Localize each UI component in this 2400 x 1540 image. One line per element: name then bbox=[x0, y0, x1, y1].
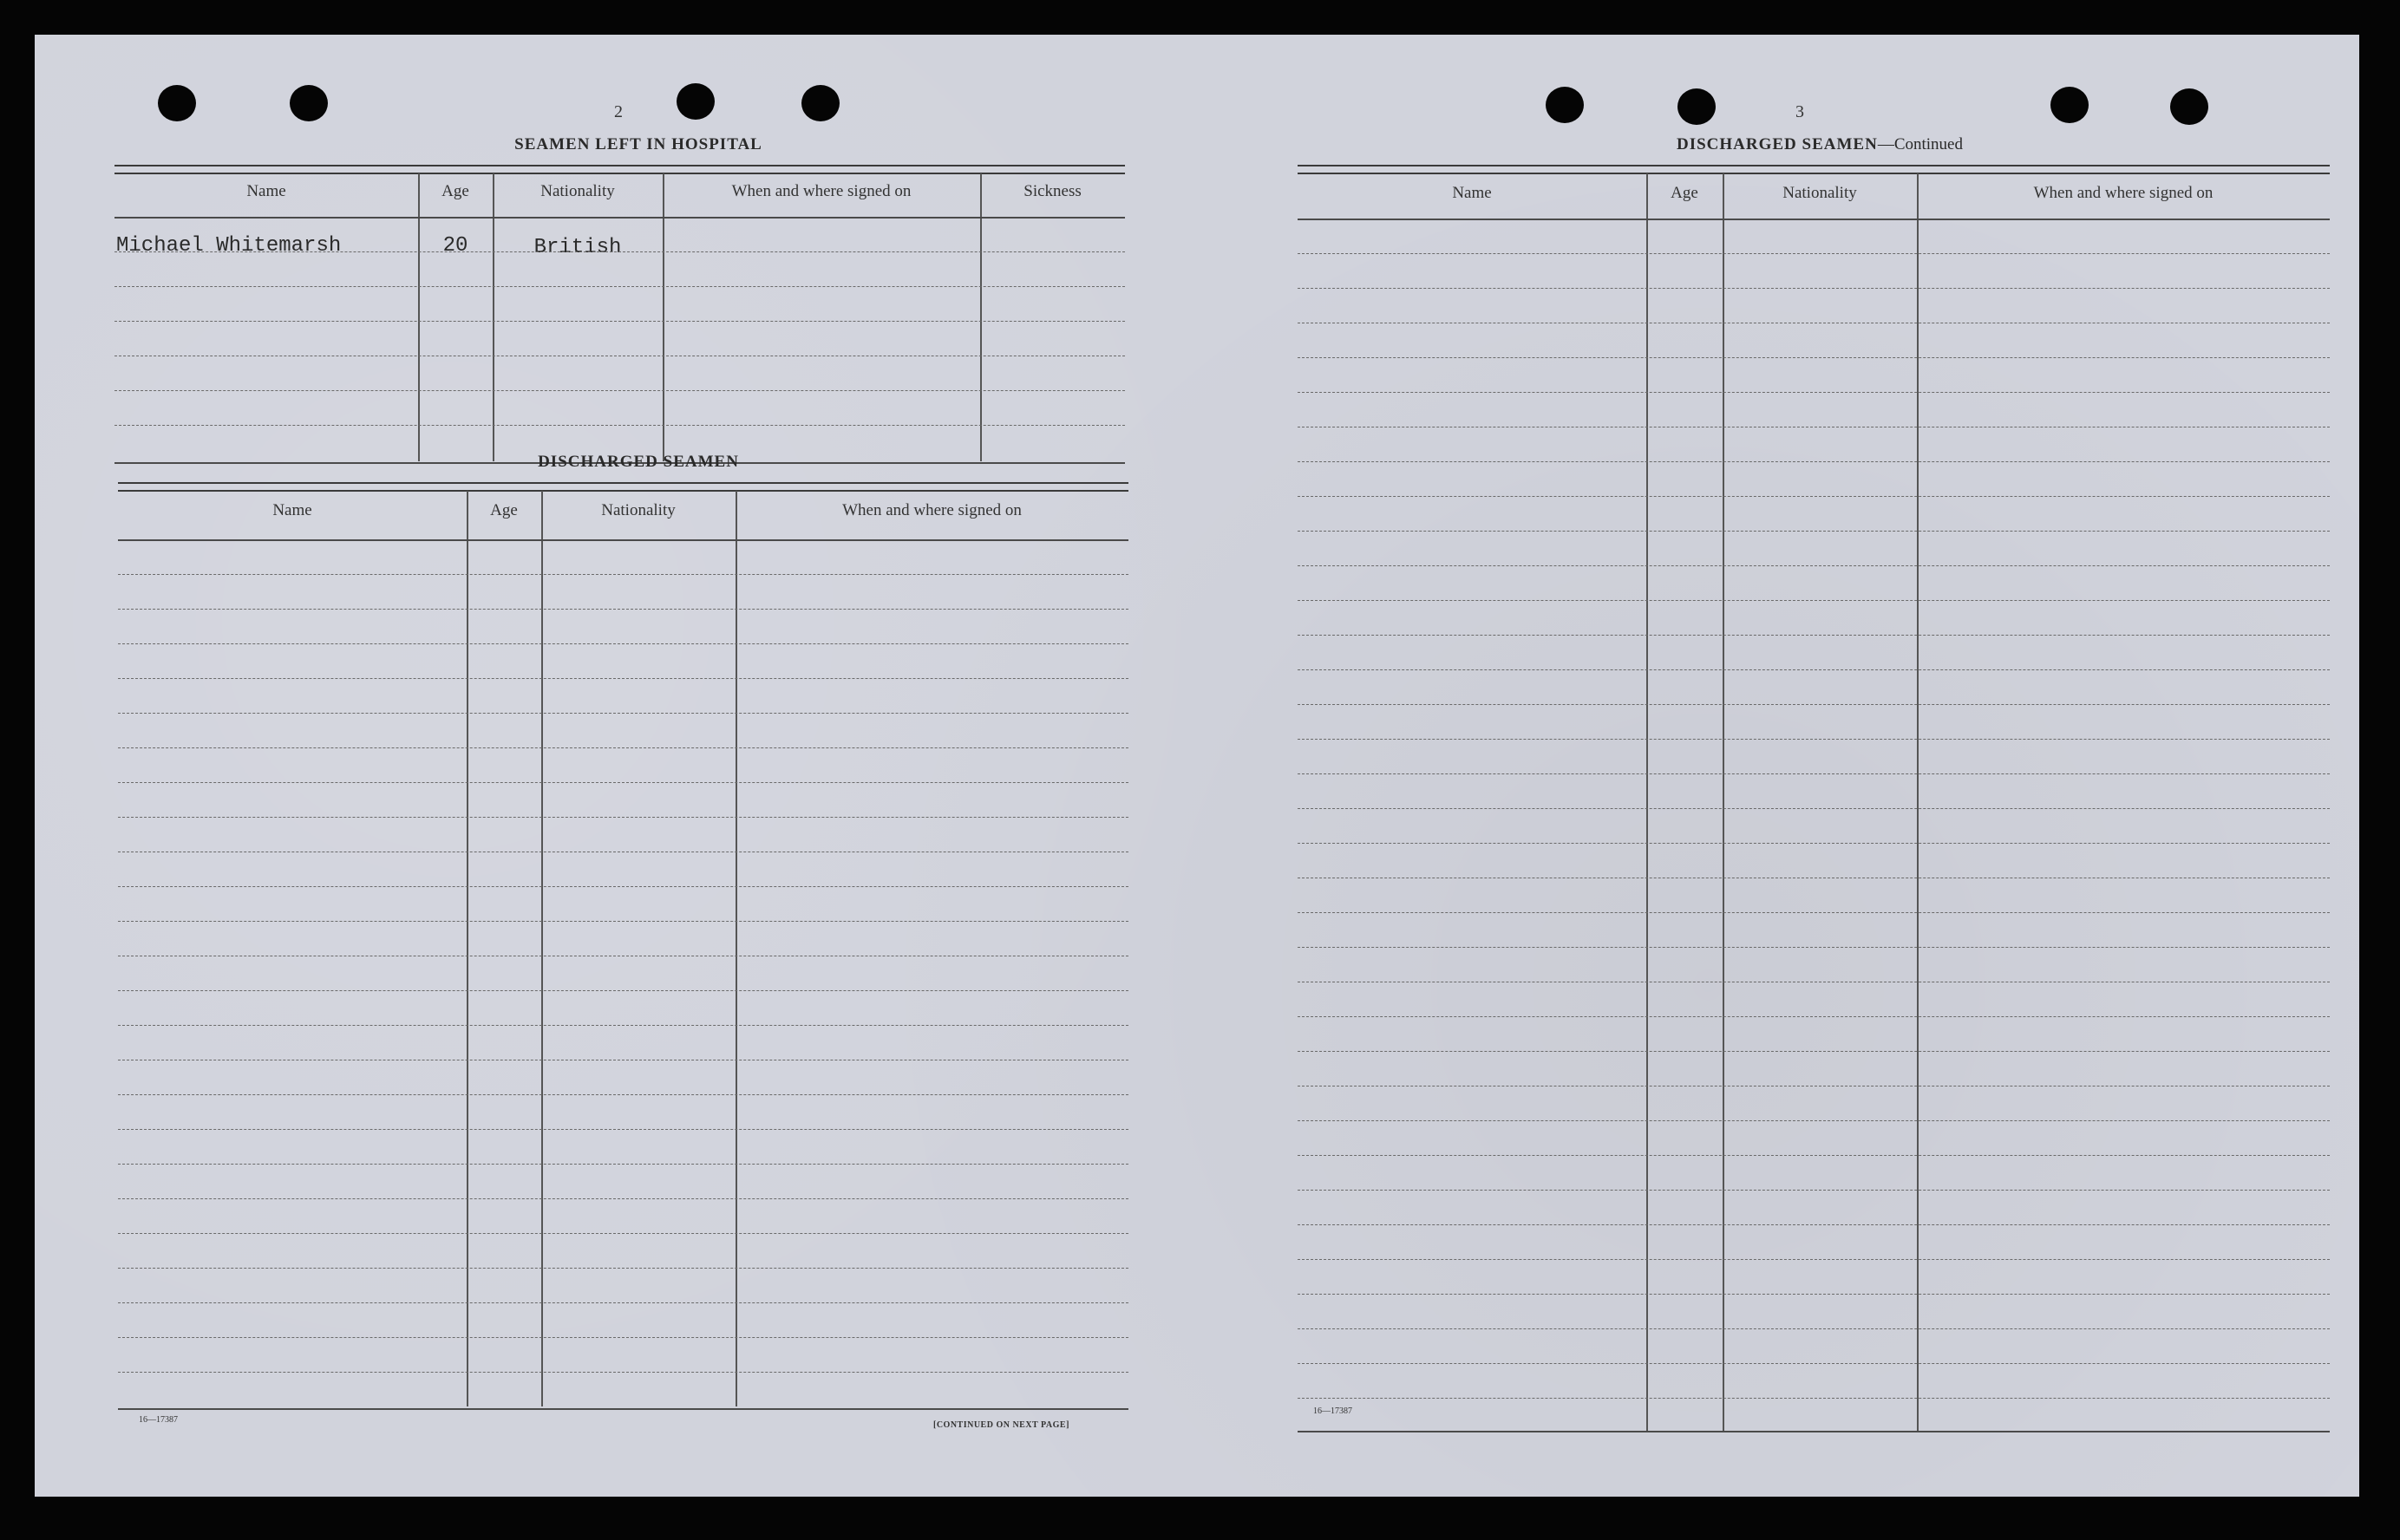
ruled-row-line bbox=[118, 886, 1128, 887]
scanned-document bbox=[35, 35, 2359, 1497]
page-number-right: 3 bbox=[1795, 102, 1804, 121]
ruled-row-line bbox=[118, 1164, 1128, 1165]
discharged-continued-table bbox=[1298, 173, 2330, 1432]
punch-hole bbox=[677, 83, 715, 120]
column-divider bbox=[1723, 173, 1724, 1431]
ruled-row-line bbox=[1298, 600, 2330, 601]
ruled-row-line bbox=[118, 574, 1128, 575]
ruled-row-line bbox=[1298, 1398, 2330, 1399]
ruled-row-line bbox=[1298, 1016, 2330, 1017]
ruled-row-line bbox=[1298, 531, 2330, 532]
ruled-row-line bbox=[118, 817, 1128, 818]
ruled-row-line bbox=[1298, 669, 2330, 670]
ruled-row-line bbox=[118, 747, 1128, 748]
ruled-row-line bbox=[1298, 947, 2330, 948]
ruled-row-line bbox=[118, 1337, 1128, 1338]
ruled-row-line bbox=[1298, 1294, 2330, 1295]
discharged-section-title: DISCHARGED SEAMEN bbox=[538, 453, 739, 471]
discharged-title-main: DISCHARGED SEAMEN bbox=[1676, 135, 1878, 153]
column-divider bbox=[1646, 173, 1648, 1431]
ruled-row-line bbox=[114, 286, 1125, 287]
ruled-row-line bbox=[118, 1025, 1128, 1026]
hospital-row-name: Michael Whitemarsh bbox=[116, 234, 342, 258]
punch-hole bbox=[1546, 87, 1584, 123]
ruled-row-line bbox=[1298, 808, 2330, 809]
form-number-right: 16—17387 bbox=[1313, 1406, 1352, 1416]
ruled-row-line bbox=[1298, 288, 2330, 289]
col-header-signed-on: When and where signed on bbox=[731, 182, 912, 200]
discharged-table bbox=[118, 491, 1128, 1413]
ruled-row-line bbox=[118, 713, 1128, 714]
punch-hole bbox=[158, 85, 196, 121]
col-header-nationality: Nationality bbox=[540, 182, 615, 200]
ruled-row-line bbox=[118, 1129, 1128, 1130]
column-divider bbox=[736, 491, 737, 1406]
ruled-row-line bbox=[1298, 1190, 2330, 1191]
col-header-age: Age bbox=[490, 501, 518, 519]
col-header-signed-on: When and where signed on bbox=[2033, 184, 2214, 202]
header-underline bbox=[114, 217, 1125, 219]
ruled-row-line bbox=[118, 782, 1128, 783]
discharged-continued-title bbox=[1306, 135, 2333, 154]
hospital-section-title: SEAMEN LEFT IN HOSPITAL bbox=[514, 135, 762, 153]
column-divider bbox=[467, 491, 468, 1406]
punch-hole bbox=[1677, 88, 1716, 125]
col-header-name: Name bbox=[1452, 184, 1492, 202]
hospital-row-nationality: British bbox=[533, 236, 622, 259]
ruled-row-line bbox=[1298, 1363, 2330, 1364]
ruled-row-line bbox=[114, 425, 1125, 426]
ruled-row-line bbox=[118, 990, 1128, 991]
form-number-left: 16—17387 bbox=[139, 1415, 178, 1425]
ruled-row-line bbox=[1298, 704, 2330, 705]
ruled-row-line bbox=[1298, 1051, 2330, 1052]
ruled-row-line bbox=[1298, 843, 2330, 844]
hospital-row-age: 20 bbox=[442, 234, 468, 258]
column-divider bbox=[541, 491, 543, 1406]
ruled-row-line bbox=[1298, 496, 2330, 497]
page-number-left: 2 bbox=[614, 102, 623, 121]
ruled-row-line bbox=[118, 1198, 1128, 1199]
header-underline bbox=[1298, 219, 2330, 220]
ruled-row-line bbox=[118, 678, 1128, 679]
col-header-sickness: Sickness bbox=[1023, 182, 1082, 200]
ruled-row-line bbox=[1298, 253, 2330, 254]
ruled-row-line bbox=[118, 921, 1128, 922]
ruled-row-line bbox=[118, 643, 1128, 644]
ruled-row-line bbox=[1298, 392, 2330, 393]
col-header-age: Age bbox=[441, 182, 469, 200]
punch-hole bbox=[2050, 87, 2089, 123]
ruled-row-line bbox=[1298, 912, 2330, 913]
ruled-row-line bbox=[118, 1233, 1128, 1234]
col-header-signed-on: When and where signed on bbox=[842, 501, 1022, 519]
ruled-row-line bbox=[118, 1094, 1128, 1095]
column-divider bbox=[1917, 173, 1919, 1431]
ruled-row-line bbox=[1298, 357, 2330, 358]
punch-hole bbox=[290, 85, 328, 121]
ruled-row-line bbox=[1298, 1328, 2330, 1329]
col-header-name: Name bbox=[272, 501, 312, 519]
punch-hole bbox=[2170, 88, 2208, 125]
table-bottom-rule bbox=[118, 1408, 1128, 1410]
col-header-name: Name bbox=[246, 182, 286, 200]
ruled-row-line bbox=[1298, 773, 2330, 774]
ruled-row-line bbox=[1298, 565, 2330, 566]
ruled-row-line bbox=[118, 1372, 1128, 1373]
ruled-row-line bbox=[1298, 635, 2330, 636]
ruled-row-line bbox=[118, 1268, 1128, 1269]
ruled-row-line bbox=[114, 321, 1125, 322]
col-header-nationality: Nationality bbox=[1782, 184, 1857, 202]
table-bottom-rule bbox=[1298, 1431, 2330, 1432]
ruled-row-line bbox=[118, 1302, 1128, 1303]
ruled-row-line bbox=[1298, 461, 2330, 462]
col-header-age: Age bbox=[1671, 184, 1698, 202]
hospital-table bbox=[114, 173, 1125, 470]
ruled-row-line bbox=[1298, 1259, 2330, 1260]
col-header-nationality: Nationality bbox=[601, 501, 676, 519]
header-underline bbox=[118, 539, 1128, 541]
discharged-title-continued: —Continued bbox=[1877, 135, 1963, 153]
ruled-row-line bbox=[1298, 1224, 2330, 1225]
ruled-row-line bbox=[1298, 1120, 2330, 1121]
ruled-row-line bbox=[114, 390, 1125, 391]
ruled-row-line bbox=[1298, 739, 2330, 740]
ruled-row-line bbox=[118, 609, 1128, 610]
ruled-row-line bbox=[114, 251, 1125, 252]
continued-note: [CONTINUED ON NEXT PAGE] bbox=[933, 1420, 1069, 1430]
punch-hole bbox=[801, 85, 840, 121]
ruled-row-line bbox=[1298, 1155, 2330, 1156]
